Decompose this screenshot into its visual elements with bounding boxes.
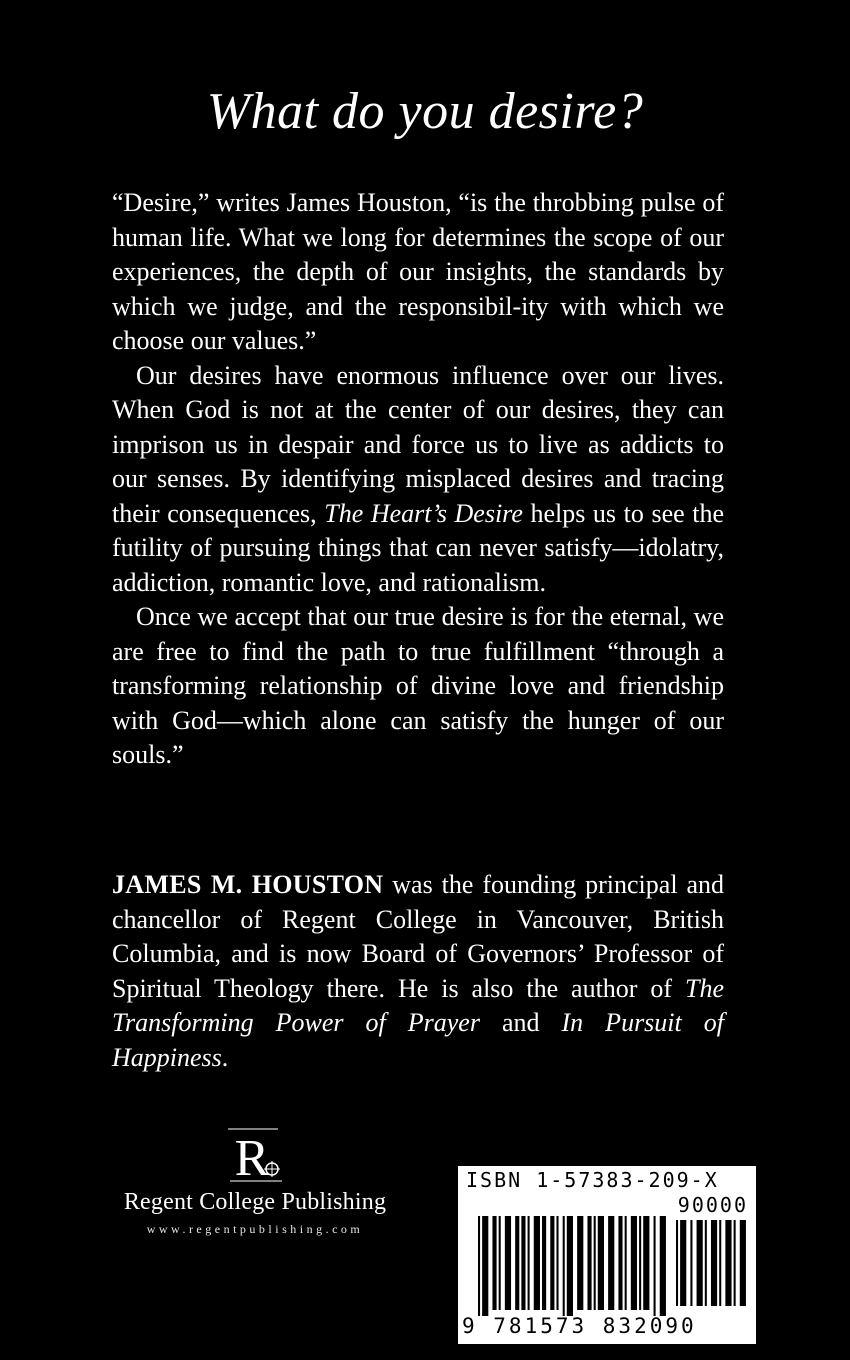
barcode-bar <box>660 1216 666 1316</box>
barcode-bar <box>577 1216 583 1310</box>
barcode-bar <box>734 1220 736 1306</box>
book-title-hearts-desire: The Heart’s Desire <box>324 498 523 528</box>
publisher-block <box>100 1125 410 1237</box>
bio-text-3: . <box>221 1042 229 1072</box>
ean-barcode <box>478 1216 668 1316</box>
author-bio <box>112 868 724 1075</box>
barcode-bar <box>690 1220 692 1306</box>
barcode-bar <box>556 1216 558 1310</box>
barcode-bar <box>618 1216 622 1310</box>
barcode-bar <box>643 1216 649 1310</box>
barcode-bar <box>725 1220 731 1306</box>
barcode-bar <box>567 1216 573 1316</box>
barcode-bar <box>625 1216 627 1310</box>
barcode-bar <box>719 1220 721 1306</box>
barcode-bar <box>676 1220 678 1306</box>
barcode-bar <box>521 1216 525 1310</box>
publisher-url[interactable]: www.regentpublishing.com <box>146 1222 364 1236</box>
bio-text-2: and <box>479 1008 562 1037</box>
book-title-2: In Pursuit of Happiness <box>112 1008 724 1072</box>
barcode-bar <box>542 1216 546 1310</box>
barcode-bar <box>654 1216 656 1316</box>
ean-number: 9 781573 832090 <box>462 1314 697 1338</box>
barcode-bar <box>631 1216 637 1310</box>
book-title-1: The Transforming Power of Prayer <box>112 973 724 1037</box>
barcode-bar <box>740 1220 746 1306</box>
publisher-logo-icon <box>220 1125 290 1185</box>
publisher-logo-letter: R <box>234 1130 270 1185</box>
barcode-bar <box>550 1216 554 1310</box>
barcode-bar <box>499 1216 501 1310</box>
author-name: JAMES M. HOUSTON <box>112 870 384 899</box>
barcode-bar <box>515 1216 519 1310</box>
barcode-box <box>458 1166 756 1344</box>
isbn-text: ISBN 1-57383-209-X <box>466 1168 719 1192</box>
price-code: 90000 <box>677 1193 748 1217</box>
barcode-bar <box>492 1216 496 1310</box>
barcode-bar <box>505 1216 511 1310</box>
publisher-name: Regent College Publishing <box>123 1189 387 1215</box>
barcode-bar <box>608 1216 614 1310</box>
barcode-bar <box>680 1220 686 1306</box>
blurb-paragraph-2 <box>112 359 724 601</box>
bio-text-1: was the founding principal and chancellor of Regent College in Vancouver, British Columbia, and is now Board of Governors’ Professor of Spiritual Theology there. He is also the author of <box>112 870 724 1003</box>
addon-barcode <box>676 1220 748 1312</box>
barcode-bar <box>478 1216 480 1316</box>
barcode-bar <box>587 1216 591 1310</box>
blurb-p2-text-after: helps us to see the futility of pursuing things that can never satisfy—idolatry, addiction, romantic love, and rationalism. <box>112 498 724 597</box>
barcode-bar <box>594 1216 596 1310</box>
blurb-p2-text-before: Our desires have enormous influence over our lives. When God is not at the center of our desires, they can imprison us in despair and force us to live as addicts to our senses. By identifying misplaced desires and tracing their consequences, <box>112 360 724 528</box>
blurb-paragraph-3: Once we accept that our true desire is for the eternal, we are free to find the path to true fulfillment “through a transforming relationship of divine love and friendship with God—which alone can satisfy the hunger of our souls.” <box>112 602 724 769</box>
barcode-bar <box>482 1216 488 1316</box>
barcode-bar <box>697 1220 703 1306</box>
blurb-paragraph-1: “Desire,” writes James Houston, “is the throbbing pulse of human life. What we long for determines the scope of our experiences, the depth of our insights, the standards by which we judge, and the responsibil-ity with which we choose our values.” <box>112 188 724 355</box>
barcode-bar <box>705 1220 707 1306</box>
blurb <box>112 186 724 773</box>
barcode-bar <box>598 1216 604 1310</box>
barcode-bar <box>528 1216 530 1310</box>
barcode-bar <box>563 1216 565 1316</box>
barcode-bar <box>534 1216 540 1310</box>
headline: What do you desire? <box>206 83 644 140</box>
barcode-bar <box>711 1220 717 1306</box>
barcode-bar <box>639 1216 641 1310</box>
